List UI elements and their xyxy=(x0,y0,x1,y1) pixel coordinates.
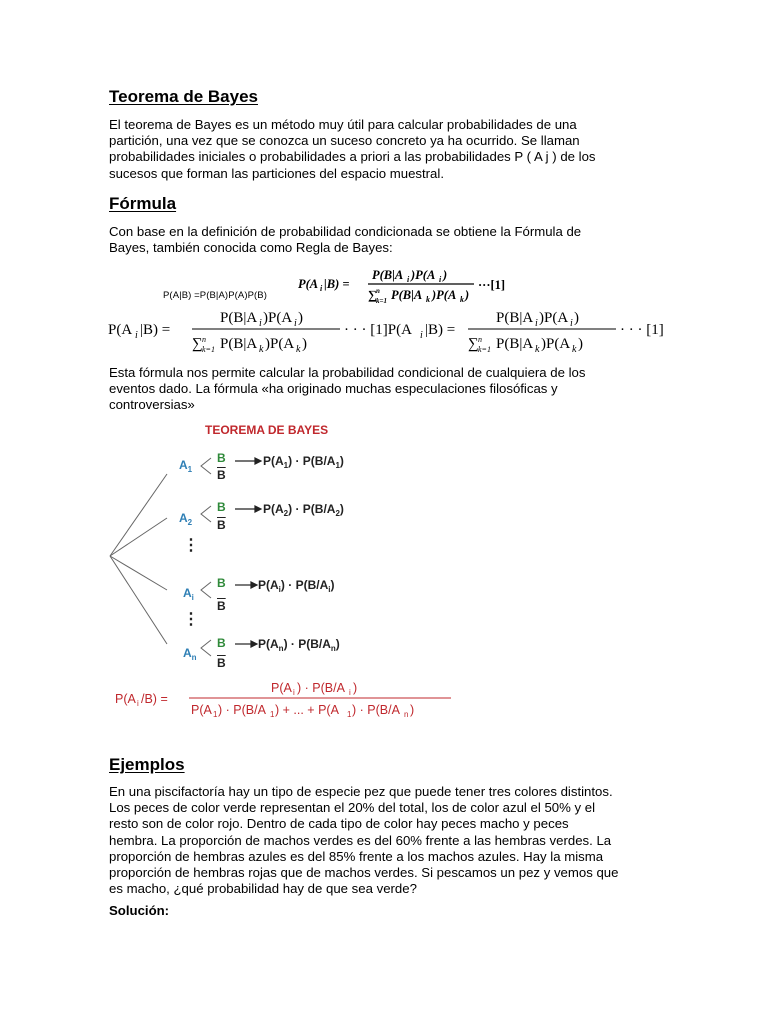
text-line: Los peces de color verde representan el 20% del total, los de color azul el 50% y el xyxy=(109,800,596,816)
text-line: hembra. La proporción de machos verdes es del 60% frente a las hembras verdes. La xyxy=(109,832,612,848)
svg-text:1: 1 xyxy=(270,710,275,719)
svg-text:) · P(B/A: ) · P(B/A xyxy=(352,703,400,717)
node-bbar: $\overline{B}$ xyxy=(217,468,226,482)
bayes-formula-red xyxy=(113,678,473,720)
text-line: controversias» xyxy=(109,397,195,413)
text-line: En una piscifactoría hay un tipo de especie pez que puede tener tres colores distintos. xyxy=(109,784,613,799)
svg-text:n: n xyxy=(376,287,380,295)
svg-text:|B) =: |B) = xyxy=(140,322,171,338)
svg-text:···[1]: ···[1] xyxy=(478,278,506,292)
svg-text:i: i xyxy=(320,284,323,293)
svg-text:): ) xyxy=(443,268,448,282)
vertical-dots: ⋮ xyxy=(183,537,199,554)
text-line: es macho, ¿qué probabilidad hay de que sea verde? xyxy=(109,881,417,897)
result-n: $P(A_n) \cdot P(B/A_n)$ xyxy=(258,637,340,653)
text-line: proporción de hembras rojas que de machos verdes. Si pescamos un pez y vemos que xyxy=(109,865,619,881)
node-bbar: $\overline{B}$ xyxy=(217,518,226,532)
result-2: $P(A_2) \cdot P(B/A_2)$ xyxy=(263,502,344,518)
svg-text:i: i xyxy=(293,688,295,697)
svg-text:)P(A: )P(A xyxy=(263,310,293,326)
text-line: Con base en la definición de probabilidad condicionada se obtiene la Fórmula de xyxy=(109,224,582,239)
svg-text:i: i xyxy=(349,688,351,697)
svg-text:)P(A: )P(A xyxy=(432,288,457,302)
svg-text:P(B|A: P(B|A xyxy=(220,310,258,326)
svg-text:i: i xyxy=(407,275,410,284)
vertical-dots: ⋮ xyxy=(183,611,199,628)
svg-text:P(B|A: P(B|A xyxy=(496,336,534,352)
formula-intro-paragraph xyxy=(109,224,669,256)
svg-text:P(B|A: P(B|A xyxy=(391,288,423,302)
svg-text:) · P(B/A: ) · P(B/A xyxy=(297,681,345,695)
node-bbar: $\overline{B}$ xyxy=(217,599,226,613)
svg-text:n: n xyxy=(404,710,409,719)
svg-text:i: i xyxy=(420,330,423,341)
bayes-formula-latex xyxy=(108,304,668,356)
bayes-formula-bold xyxy=(296,264,536,306)
svg-text:n: n xyxy=(478,335,482,344)
svg-text:P(B|A: P(B|A xyxy=(220,336,258,352)
svg-text:): ) xyxy=(465,288,470,302)
svg-text:k: k xyxy=(535,344,540,355)
solution-label: Solución: xyxy=(109,903,170,918)
svg-text:): ) xyxy=(298,310,303,326)
svg-text:k=1: k=1 xyxy=(376,297,387,305)
svg-text:i: i xyxy=(294,318,297,329)
svg-text:k=1: k=1 xyxy=(202,345,215,354)
svg-text:P(A: P(A xyxy=(191,703,212,717)
svg-text:/B) =: /B) = xyxy=(141,692,168,706)
text-line: proporción de hembras azules es del 85% frente a los machos azules. Hay la misma xyxy=(109,848,604,864)
svg-text:k: k xyxy=(572,344,577,355)
diagram-title: TEOREMA DE BAYES xyxy=(205,423,329,437)
formula-explanation-paragraph xyxy=(109,365,669,414)
node-b: B xyxy=(217,576,226,590)
svg-text:∑: ∑ xyxy=(468,336,479,352)
svg-text:k: k xyxy=(259,344,264,355)
section-title-formula: Fórmula xyxy=(109,194,177,213)
node-ai: $A_i$ xyxy=(183,586,194,602)
svg-text:) · P(B/A: ) · P(B/A xyxy=(218,703,266,717)
svg-text:P(A: P(A xyxy=(108,322,133,338)
svg-text:i: i xyxy=(570,318,573,329)
svg-text:): ) xyxy=(353,681,358,695)
svg-text:∑: ∑ xyxy=(368,288,377,302)
text-line: partición, una vez que se conozca un suceso concreto ya ha ocurrido. Se llaman xyxy=(109,133,580,149)
svg-text:1: 1 xyxy=(213,710,218,719)
text-line: probabilidades iniciales o probabilidades a priori a las probabilidades P ( A j ) de los xyxy=(109,149,596,165)
node-bbar: $\overline{B}$ xyxy=(217,656,226,670)
result-1: $P(A_1) \cdot P(B/A_1)$ xyxy=(263,454,344,470)
node-b: B xyxy=(217,500,226,514)
svg-text:|B) =: |B) = xyxy=(425,322,456,338)
node-b: B xyxy=(217,636,226,650)
svg-text:): ) xyxy=(410,703,415,717)
svg-text:P(A: P(A xyxy=(298,277,319,291)
svg-text:k=1: k=1 xyxy=(478,345,491,354)
svg-text:i: i xyxy=(259,318,262,329)
node-a1: $A_1$ xyxy=(179,458,193,474)
svg-text:) + ... + P(A: ) + ... + P(A xyxy=(275,703,339,717)
svg-text:P(A: P(A xyxy=(271,681,292,695)
svg-text:P(B|A: P(B|A xyxy=(372,268,404,282)
plain-formula: P(A|B) =P(B|A)P(A)P(B) xyxy=(163,290,267,301)
svg-text:)P(A: )P(A xyxy=(411,268,436,282)
svg-text:1: 1 xyxy=(347,710,352,719)
svg-text:n: n xyxy=(202,335,206,344)
node-an: $A_n$ xyxy=(183,646,197,662)
svg-text:k: k xyxy=(296,344,301,355)
text-line: El teorema de Bayes es un método muy útil para calcular probabilidades de una xyxy=(109,117,577,132)
svg-text:P(A: P(A xyxy=(115,692,136,706)
svg-text:k: k xyxy=(426,295,430,304)
text-line: sucesos que forman las particiones del espacio muestral. xyxy=(109,165,444,181)
svg-text:i: i xyxy=(535,318,538,329)
section-title-teorema: Teorema de Bayes xyxy=(109,87,258,106)
result-i: $P(A_i) \cdot P(B/A_i)$ xyxy=(258,578,335,594)
svg-text:k: k xyxy=(460,295,464,304)
example-paragraph xyxy=(109,784,669,897)
svg-text:): ) xyxy=(578,336,583,352)
text-line: Bayes, también conocida como Regla de Bayes: xyxy=(109,240,393,256)
svg-text:)P(A: )P(A xyxy=(541,336,571,352)
svg-text:)P(A: )P(A xyxy=(265,336,295,352)
node-a2: $A_2$ xyxy=(179,511,193,527)
node-b: B xyxy=(217,451,226,465)
svg-text:· · · [1]: · · · [1] xyxy=(620,322,664,338)
section-title-ejemplos: Ejemplos xyxy=(109,755,185,774)
svg-text:i: i xyxy=(137,699,139,708)
svg-text:∑: ∑ xyxy=(192,336,203,352)
text-line: eventos dado. La fórmula «ha originado muchas especulaciones filosóficas y xyxy=(109,381,558,397)
svg-text:): ) xyxy=(302,336,307,352)
text-line: Esta fórmula nos permite calcular la probabilidad condicional de cualquiera de los xyxy=(109,365,586,380)
svg-text:)P(A: )P(A xyxy=(539,310,569,326)
svg-text:· · · [1]P(A: · · · [1]P(A xyxy=(344,322,412,338)
svg-text:i: i xyxy=(135,330,138,341)
intro-paragraph xyxy=(109,117,669,182)
svg-text:i: i xyxy=(439,275,442,284)
text-line: resto son de color rojo. Dentro de cada tipo de color hay peces macho y peces xyxy=(109,816,569,832)
svg-text:|B) =: |B) = xyxy=(324,277,350,291)
svg-text:): ) xyxy=(574,310,579,326)
svg-text:P(B|A: P(B|A xyxy=(496,310,534,326)
